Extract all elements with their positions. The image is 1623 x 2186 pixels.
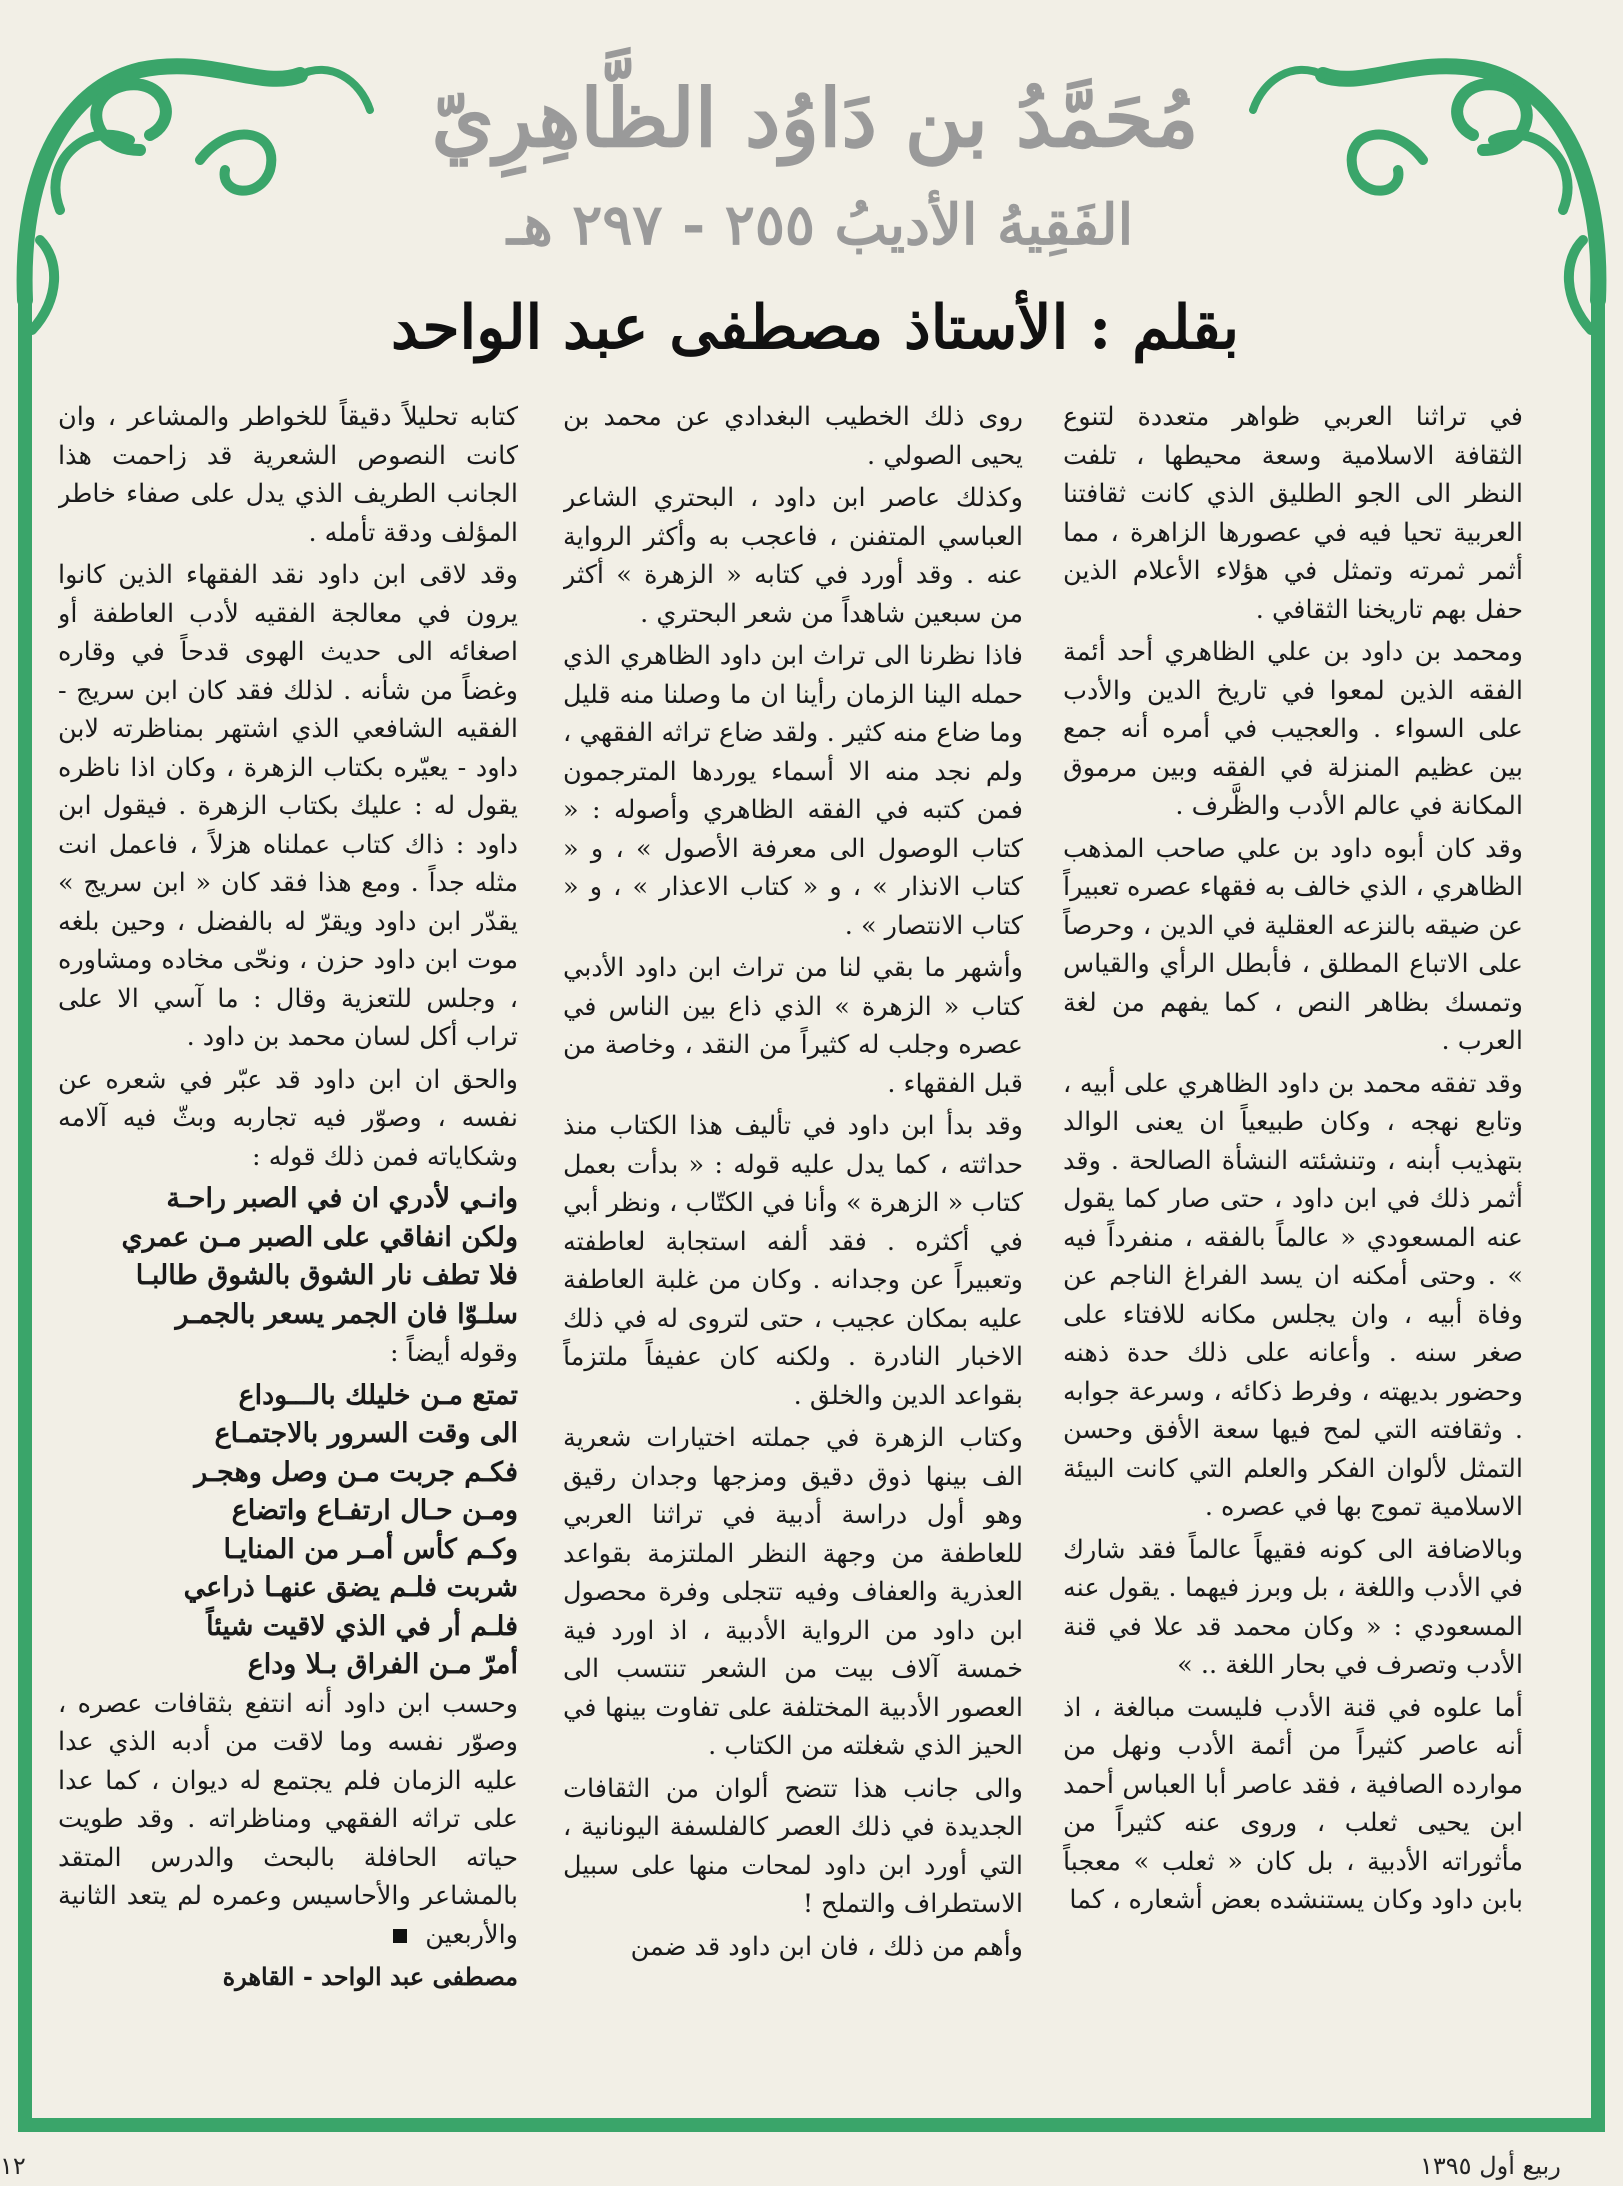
poem-1 [58,1180,518,1334]
poem-line: فكـم جربت مـن وصل وهجـر [194,1456,518,1488]
paragraph: روى ذلك الخطيب البغدادي عن محمد بن يحيى الصولي . [563,402,1023,471]
paragraph: وكذلك عاصر ابن داود ، البحتري الشاعر العباسي المتفنن ، فاعجب به وأكثر الرواية عنه . وقد أورد في كتابه « الزهرة » أكثر من سبعين شاهداً من شعر البحتري . [563,483,1023,629]
text-column-1 [1063,398,1523,2088]
article-subtitle: الفَقِيهُ الأديبُ ٢٥٥ - ٢٩٧ هـ [506,192,1134,258]
paragraph: وأهم من ذلك ، فان ابن داود قد ضمن [630,1931,1023,1962]
paragraph: وقد بدأ ابن داود في تأليف هذا الكتاب منذ حداثته ، كما يدل عليه قوله : « بدأت بعمل كتاب « الزهرة » وأنا في الكتّاب ، ونظر أبي في أكثره . فقد ألفه استجابة لعاطفته وتعبيراً عن وجدانه . وكان من غلبة العاطفة عليه بمكان عجيب ، حتى لتروى له في ذلك الاخبار النادرة . ولكنه كان عفيفاً ملتزماً بقواعد الدين والخلق . [563,1111,1023,1411]
paragraph: في تراثنا العربي ظواهر متعددة لتنوع الثقافة الاسلامية وسعة محيطها ، تلفت النظر الى الجو الطليق الذي كانت ثقافتنا العربية تحيا فيه في عصورها الزاهرة ، مما أثمر ثمرته وتمثل في هؤلاء الأعلام الذين حفل بهم تاريخنا الثقافي . [1063,402,1523,625]
paragraph: ومحمد بن داود بن علي الظاهري أحد أئمة الفقه الذين لمعوا في تاريخ الدين والأدب على السواء . والعجيب في أمره أنه جمع بين عظيم المنزلة في الفقه وبين مرموق المكانة في عالم الأدب والظَّرف . [1063,637,1523,821]
poem-2 [58,1377,518,1685]
paragraph: وقد لاقى ابن داود نقد الفقهاء الذين كانوا يرون في معالجة الفقيه لأدب العاطفة أو اصغائه الى حديث الهوى قدحاً في وقاره وغضاً من شأنه . لذلك فقد كان ابن سريج - الفقيه الشافعي الذي اشتهر بمناظرته لابن داود - يعيّره بكتاب الزهرة ، وكان اذا ناظره يقول له : عليك بكتاب الزهرة . فيقول ابن داود : ذاك كتاب عملناه هزلاً ، فاعمل انت مثله جداً . ومع هذا فقد كان « ابن سريج » يقدّر ابن داود ويقرّ له بالفضل ، وحين بلغه موت ابن داود حزن ، ونحّى مخاده ومشاوره ، وجلس للتعزية وقال : ما آسي الا على تراب أكل لسان محمد بن داود . [58,560,518,1052]
paragraph: أما علوه في قنة الأدب فليست مبالغة ، اذ أنه عاصر كثيراً من أئمة الأدب ونهل من موارده الصافية ، فقد عاصر أبا العباس أحمد ابن يحيى ثعلب ، وروى عنه كثيراً من مأثوراته الأدبية ، بل كان « ثعلب » معجباً بابن داود وكان يستنشده بعض أشعاره ، كما [1063,1692,1523,1915]
end-mark-icon [393,1929,407,1943]
paragraph: وقد كان أبوه داود بن علي صاحب المذهب الظاهري ، الذي خالف به فقهاء عصره تعبيراً عن ضيقه بالنزعه العقلية في الدين ، وحرصاً على الاتباع المطلق ، فأبطل الرأي والقياس وتمسك بظاهر النص ، كما يفهم من لغة العرب . [1063,833,1523,1056]
paragraph: وبالاضافة الى كونه فقيهاً عالماً فقد شارك في الأدب واللغة ، بل وبرز فيهما . يقول عنه المسعودي : « وكان محمد قد علا في قنة الأدب وتصرف في بحار اللغة .. » [1063,1534,1523,1680]
page-number: ١٢ [0,2152,26,2180]
poem-line: ولكن انفاقي على الصبر مـن عمري [121,1221,518,1253]
author-byline: بقلم : الأستاذ مصطفى عبد الواحد [390,293,1240,363]
paragraph: وكتاب الزهرة في جملته اختيارات شعرية الف بينها ذوق دقيق ومزجها وجدان رقيق وهو أول دراسة أدبية في تراثنا العربي للعاطفة من وجهة النظر الملتزمة بقواعد العذرية والعفاف وفيه تتجلى وفرة محصول ابن داود من الرواية الأدبية ، اذ اورد فية خمسة آلاف بيت من الشعر تنتسب الى العصور الأدبية المختلفة على تفاوت بينها في الحيز الذي شغلته من الكتاب . [563,1423,1023,1761]
issue-date: ربيع أول ١٣٩٥ [1420,2152,1561,2180]
paragraph: وحسب ابن داود أنه انتفع بثقافات عصره ، وصوّر نفسه وما لاقت من أدبه الذي عدا عليه الزمان فلم يجتمع له ديوان ، كما عدا على تراثه الفقهي ومناظراته . وقد طويت حياته الحافلة بالبحث والدرس المتقد بالمشاعر والأحاسيس وعمره لم يتعد الثانية والأربعين [58,1688,518,1950]
paragraph: وأشهر ما بقي لنا من تراث ابن داود الأدبي كتاب « الزهرة » الذي ذاع بين الناس في عصره وجلب له كثيراً من النقد ، وخاصة من قبل الفقهاء . [563,953,1023,1099]
text-column-3 [58,398,518,2088]
poem-line: وكـم كأس أمـر من المنايـا [223,1533,518,1565]
paragraph: فاذا نظرنا الى تراث ابن داود الظاهري الذي حمله الينا الزمان رأينا ان ما وصلنا منه قليل وما ضاع منه كثير . ولقد ضاع تراثه الفقهي ، ولم نجد منه الا أسماء يوردها المترجمون فمن كتبه في الفقه الظاهري وأصوله : « كتاب الوصول الى معرفة الأصول » ، و « كتاب الانذار » ، و « كتاب الاعذار » ، و « كتاب الانتصار » . [563,641,1023,941]
poem-line: سلـوّا فان الجمر يسعر بالجمـر [175,1298,518,1330]
poem-line: فلـم أر في الذي لاقيت شيئاً [206,1610,518,1642]
paragraph: وقوله أيضاً : [390,1338,518,1368]
poem-line: الى وقت السرور بالاجتمـاع [214,1418,518,1449]
article-title: مُحَمَّدُ بن دَاوُد الظَّاهِرِيّ [431,71,1199,165]
poem-line: أمرّ مـن الفراق بـلا وداع [247,1649,518,1680]
text-column-2 [563,398,1023,2088]
signature: مصطفى عبد الواحد - القاهرة [222,1962,518,1991]
paragraph: وقد تفقه محمد بن داود الظاهري على أبيه ، وتابع نهجه ، وكان طبيعياً ان يعنى الوالد بتهذيب أبنه ، وتنشئته النشأة الصالحة . وقد أثمر ذلك في ابن داود ، حتى صار كما يقول عنه المسعودي « عالماً بالفقه ، منفرداً فيه » . وحتى أمكنه ان يسد الفراغ الناجم عن وفاة أبيه ، وان يجلس مكانه للافتاء على صغر سنه . وأعانه على ذلك حدة ذهنه وحضور بديهته ، وفرط ذكائه ، وسرعة جوابه . وثقافته التي لمح فيها سعة الأفق وحسن التمثل لألوان الفكر والعلم التي كانت البيئة الاسلامية تموج بها في عصره . [1063,1068,1523,1522]
poem-line: وانـي لأدري ان في الصبر راحـة [166,1183,518,1214]
poem-line: فلا تطف نار الشوق بالشوق طالبـا [135,1260,518,1291]
poem-line: تمتع مـن خليلك بالـــوداع [238,1379,518,1411]
paragraph: والى جانب هذا تتضح ألوان من الثقافات الجديدة في ذلك العصر كالفلسفة اليونانية ، التي أورد ابن داود لمحات منها على سبيل الاستطراف والتملح ! [563,1773,1023,1919]
poem-line: ومـن حـال ارتفـاع واتضاع [231,1495,518,1526]
poem-line: شربت فلـم يضق عنهـا ذراعي [183,1572,518,1603]
paragraph: والحق ان ابن داود قد عبّر في شعره عن نفسه ، وصوّر فيه تجاربه وبثّ فيه آلامه وشكاياته فمن ذلك قوله : [58,1064,518,1172]
paragraph: كتابه تحليلاً دقيقاً للخواطر والمشاعر ، وان كانت النصوص الشعرية قد زاحمت هذا الجانب الطريف الذي يدل على صفاء خاطر المؤلف ودقة تأمله . [58,402,518,548]
